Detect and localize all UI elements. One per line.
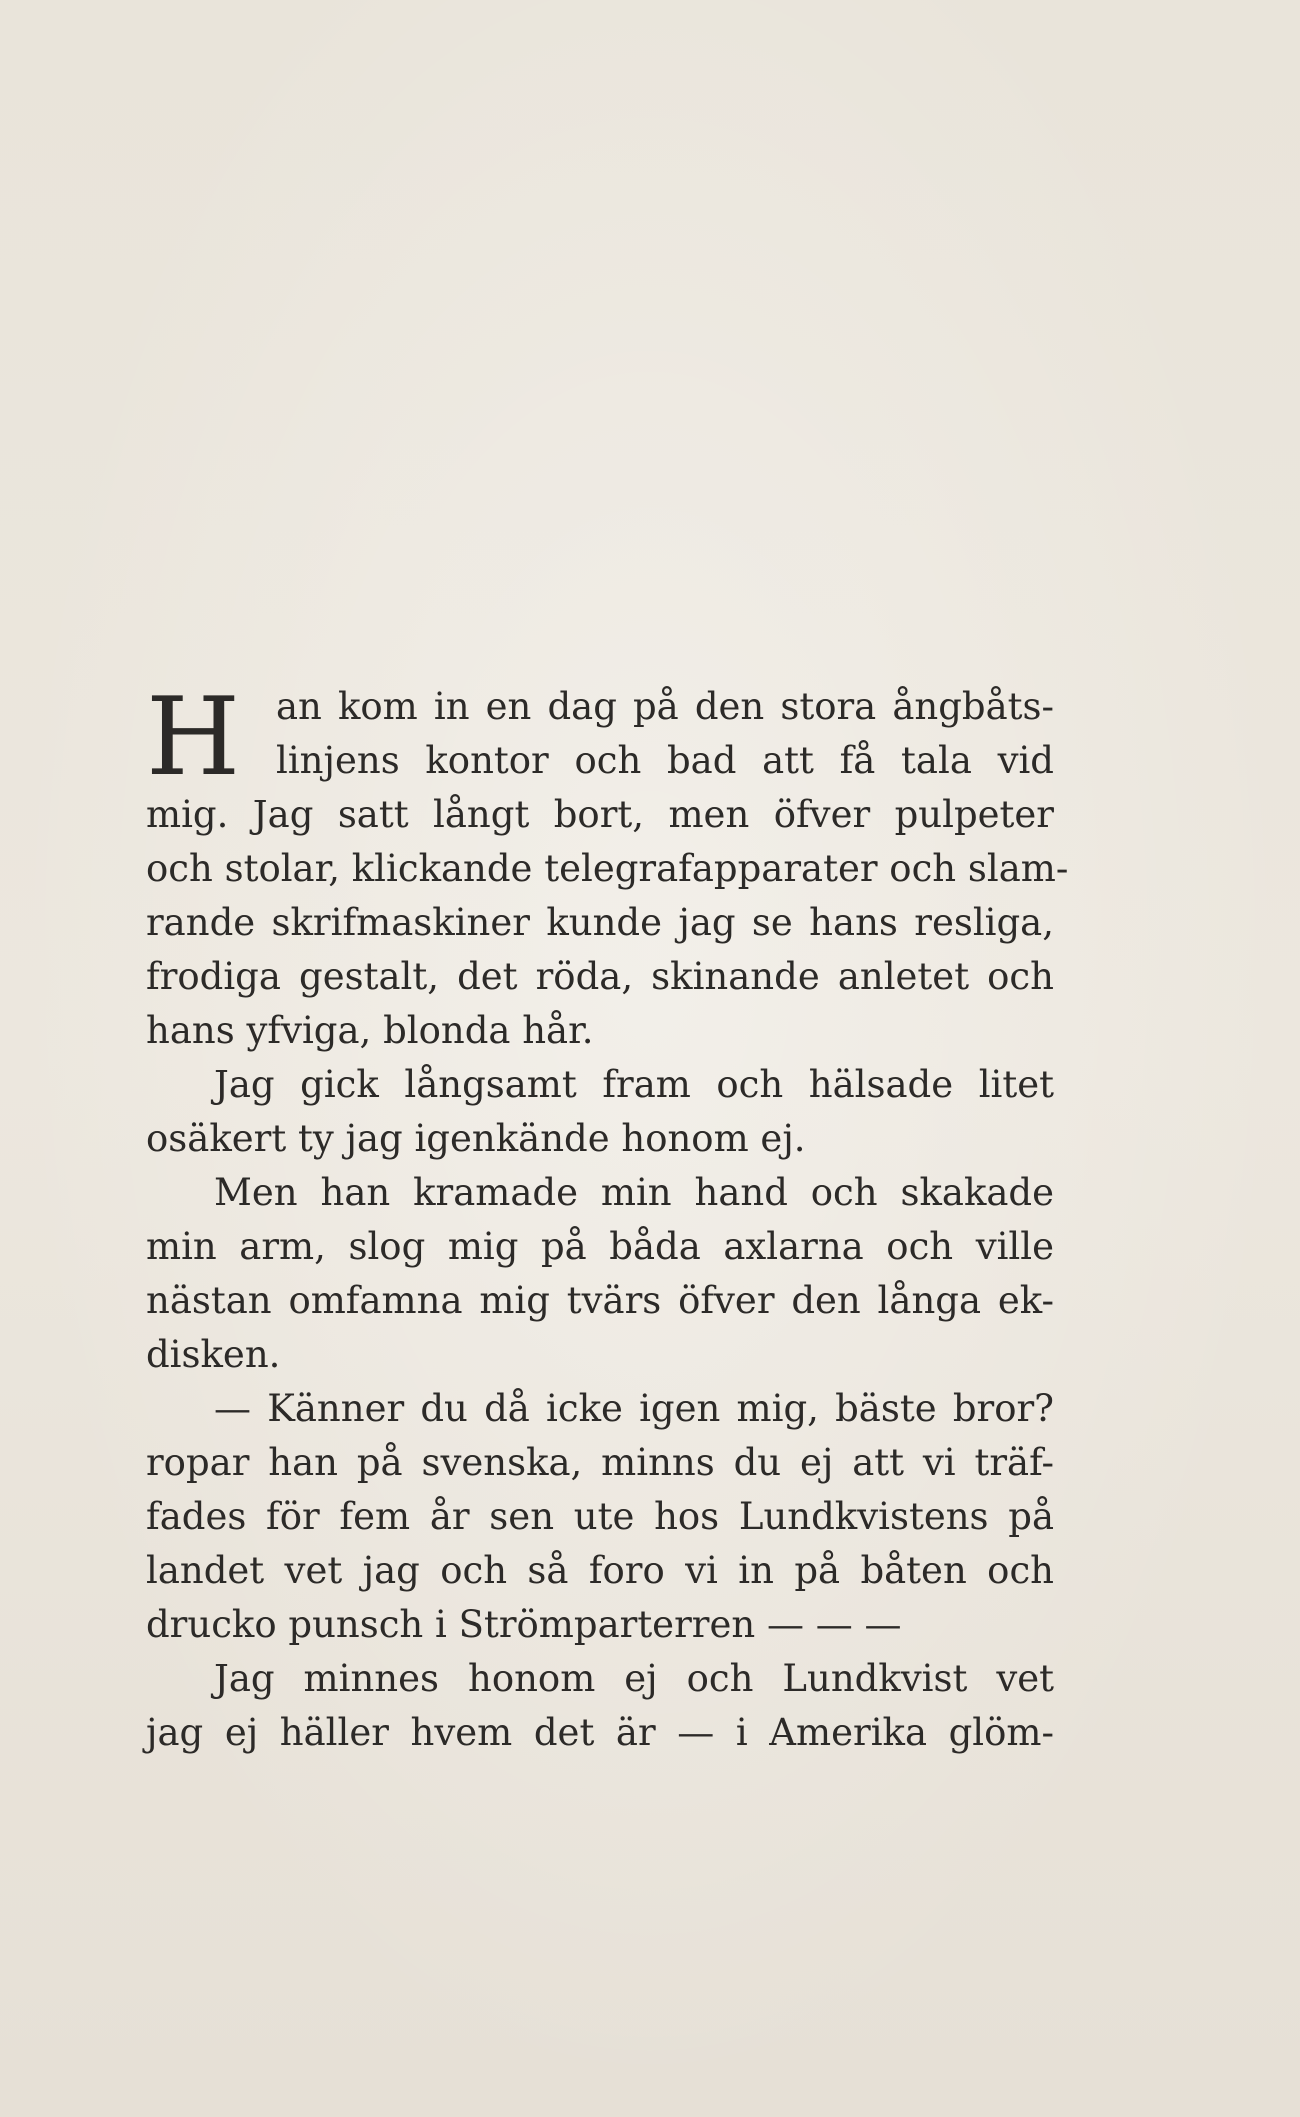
text-line: frodiga gestalt, det röda, skinande anletet och	[146, 955, 1054, 998]
text-line: ropar han på svenska, minns du ej att vi träf-	[146, 1441, 1054, 1484]
text-line: nästan omfamna mig tvärs öfver den långa ek-	[146, 1279, 1054, 1322]
text-line: Jag gick långsamt fram och hälsade litet	[214, 1063, 1054, 1106]
text-line: rande skrifmaskiner kunde jag se hans resliga,	[146, 901, 1054, 944]
text-line: hans yfviga, blonda hår.	[146, 1009, 594, 1052]
text-line: Men han kramade min hand och skakade	[214, 1171, 1054, 1214]
text-line: — Känner du då icke igen mig, bäste bror?	[214, 1387, 1054, 1430]
drop-cap: H	[146, 675, 241, 800]
text-line: linjens kontor och bad att få tala vid	[276, 739, 1054, 782]
text-line: min arm, slog mig på båda axlarna och ville	[146, 1225, 1054, 1268]
text-line: landet vet jag och så foro vi in på båten och	[146, 1549, 1054, 1592]
text-line: Jag minnes honom ej och Lundkvist vet	[214, 1657, 1054, 1700]
text-line: disken.	[146, 1333, 281, 1376]
text-line: drucko punsch i Strömparterren — — —	[146, 1603, 902, 1646]
text-line: fades för fem år sen ute hos Lundkvistens på	[146, 1495, 1054, 1538]
text-line: jag ej häller hvem det är — i Amerika glöm-	[146, 1711, 1054, 1754]
text-line: osäkert ty jag igenkände honom ej.	[146, 1117, 806, 1160]
text-line: mig. Jag satt långt bort, men öfver pulpeter	[146, 793, 1054, 836]
text-line: an kom in en dag på den stora ångbåts-	[276, 685, 1054, 728]
text-line: och stolar, klickande telegrafapparater och slam-	[146, 847, 1069, 890]
